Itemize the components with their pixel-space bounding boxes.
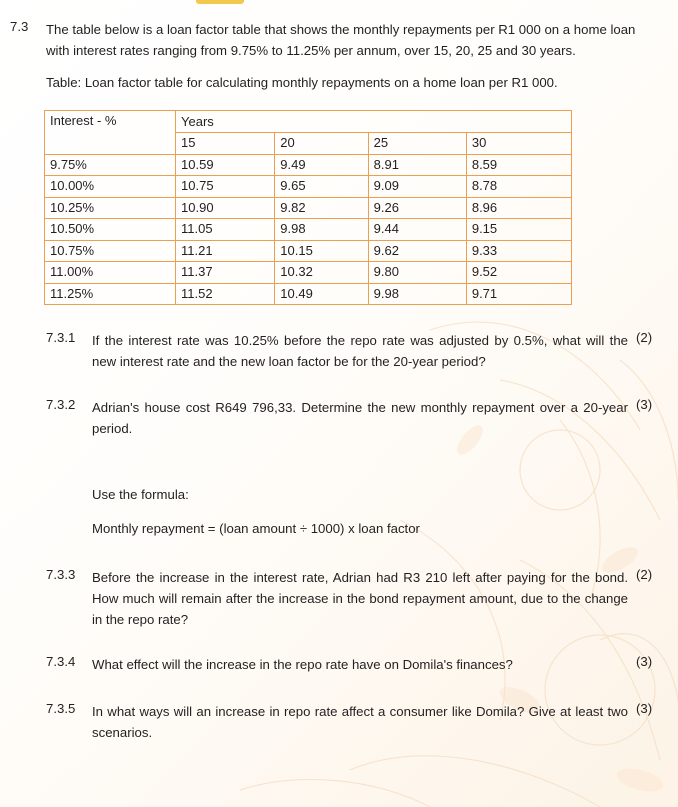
loan-factor-cell: 11.05 [176, 219, 275, 241]
table-header-row [45, 111, 572, 133]
interest-header: Interest - % [45, 111, 176, 155]
year-cell: 20 [275, 133, 368, 155]
loan-factor-cell: 9.09 [368, 176, 466, 198]
interest-rate-cell: 10.25% [45, 197, 176, 219]
loan-factor-cell: 9.52 [466, 262, 571, 284]
subquestion-number: 7.3.2 [46, 397, 76, 412]
subquestion-text: What effect will the increase in the repo rate have on Domila's finances? [92, 657, 513, 672]
year-cell: 25 [368, 133, 466, 155]
year-cell: 15 [176, 133, 275, 155]
table-row [45, 154, 572, 176]
subquestion-number: 7.3.5 [46, 701, 76, 716]
table-row [45, 219, 572, 241]
loan-factor-cell: 9.49 [275, 154, 368, 176]
interest-rate-cell: 10.50% [45, 219, 176, 241]
interest-rate-cell: 10.75% [45, 240, 176, 262]
formula-intro: Use the formula: [92, 487, 189, 502]
subquestion-text: Adrian's house cost R649 796,33. Determine the new monthly repayment over a 20-year period. [92, 400, 628, 436]
question-number: 7.3 [10, 19, 29, 34]
loan-factor-cell: 9.44 [368, 219, 466, 241]
subquestion-marks: (2) [636, 330, 653, 345]
interest-rate-cell: 10.00% [45, 176, 176, 198]
loan-factor-cell: 9.65 [275, 176, 368, 198]
subquestion-text: Before the increase in the interest rate, Adrian had R3 210 left after paying for the bond. How much will remain after the increase in the bond repayment amount, due to the change in the repo rate? [92, 570, 628, 627]
loan-factor-cell: 10.32 [275, 262, 368, 284]
subquestion-number: 7.3.4 [46, 654, 76, 669]
table-row [45, 176, 572, 198]
table-caption: Table: Loan factor table for calculating monthly repayments on a home loan per R1 000. [46, 75, 558, 90]
interest-rate-cell: 11.00% [45, 262, 176, 284]
loan-factor-cell: 11.21 [176, 240, 275, 262]
subquestion-text: In what ways will an increase in repo rate affect a consumer like Domila? Give at least two scenarios. [92, 704, 628, 740]
loan-factor-cell: 10.75 [176, 176, 275, 198]
table-row [45, 197, 572, 219]
interest-rate-cell: 11.25% [45, 283, 176, 305]
question-intro: The table below is a loan factor table that shows the monthly repayments per R1 000 on a home loan with interest rates ranging from 9.75% to 11.25% per annum, over 15, 20, 25 and 30 years. [46, 22, 636, 58]
loan-factor-cell: 8.91 [368, 154, 466, 176]
loan-factor-cell: 8.59 [466, 154, 571, 176]
subquestion-marks: (3) [636, 654, 653, 669]
loan-factor-cell: 10.90 [176, 197, 275, 219]
loan-factor-cell: 9.33 [466, 240, 571, 262]
years-header: Years [176, 111, 572, 133]
loan-factor-cell: 10.49 [275, 283, 368, 305]
loan-factor-cell: 9.15 [466, 219, 571, 241]
loan-factor-cell: 9.80 [368, 262, 466, 284]
subquestion-text: If the interest rate was 10.25% before the repo rate was adjusted by 0.5%, what will the new interest rate and the new loan factor be for the 20-year period? [92, 333, 628, 369]
loan-factor-table [44, 110, 572, 305]
loan-factor-cell: 11.37 [176, 262, 275, 284]
loan-factor-cell: 10.15 [275, 240, 368, 262]
subquestion-marks: (3) [636, 701, 653, 716]
loan-factor-cell: 9.82 [275, 197, 368, 219]
loan-factor-cell: 11.52 [176, 283, 275, 305]
loan-factor-cell: 9.71 [466, 283, 571, 305]
loan-factor-cell: 9.98 [368, 283, 466, 305]
interest-rate-cell: 9.75% [45, 154, 176, 176]
loan-factor-cell: 8.96 [466, 197, 571, 219]
loan-factor-cell: 9.26 [368, 197, 466, 219]
loan-factor-cell: 10.59 [176, 154, 275, 176]
subquestion-marks: (2) [636, 567, 653, 582]
subquestion-number: 7.3.1 [46, 330, 76, 345]
loan-factor-cell: 9.62 [368, 240, 466, 262]
page-top-marker [196, 0, 244, 4]
subquestion-number: 7.3.3 [46, 567, 76, 582]
loan-factor-cell: 8.78 [466, 176, 571, 198]
year-cell: 30 [466, 133, 571, 155]
table-row [45, 283, 572, 305]
table-row [45, 262, 572, 284]
table-row [45, 240, 572, 262]
formula-text: Monthly repayment = (loan amount ÷ 1000) x loan factor [92, 521, 420, 536]
loan-factor-cell: 9.98 [275, 219, 368, 241]
subquestion-marks: (3) [636, 397, 653, 412]
